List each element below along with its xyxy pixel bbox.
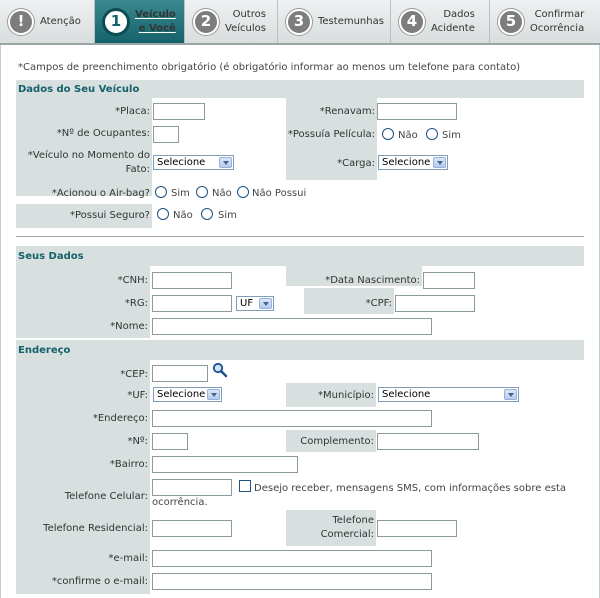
- uf-select-value: Selecione: [157, 389, 206, 400]
- section-divider: [16, 236, 584, 237]
- cep-label: *CEP:: [120, 369, 148, 380]
- tab-label: Atenção: [40, 15, 81, 27]
- address-section-header: [16, 340, 584, 360]
- tab-label: Outros Veículos: [225, 8, 266, 34]
- numero-label: *Nº:: [127, 436, 148, 447]
- cnh-input[interactable]: [152, 272, 232, 289]
- placa-input[interactable]: [153, 103, 205, 120]
- cpf-input[interactable]: [395, 295, 475, 312]
- step-1-icon: 1: [103, 9, 129, 35]
- endereco-label: *Endereço:: [92, 413, 148, 424]
- step-4-icon: 4: [399, 9, 425, 35]
- address-section-title: Endereço: [18, 345, 71, 356]
- tab-label: Veículo e Você: [135, 8, 176, 34]
- uf-select[interactable]: [153, 387, 222, 402]
- personal-section-header: [16, 246, 584, 266]
- step-5-icon: 5: [498, 9, 524, 35]
- step-2-icon: 2: [193, 9, 219, 35]
- cep-input[interactable]: [152, 365, 208, 382]
- step-tabs: [0, 0, 600, 45]
- sms-label: Desejo receber, mensagens SMS, com informações sobre esta ocorrência.: [152, 483, 566, 508]
- cnh-label: *CNH:: [117, 275, 148, 286]
- placa-label: *Placa:: [115, 106, 150, 117]
- comercial-label: Telefone Comercial:: [320, 515, 374, 540]
- celular-label: Telefone Celular:: [64, 491, 148, 502]
- cpf-label: *CPF:: [365, 298, 392, 309]
- pelicula-sim-radio[interactable]: [426, 128, 438, 140]
- tab-veiculo-e-voce[interactable]: [95, 0, 185, 43]
- pelicula-label: *Possuía Película:: [287, 129, 375, 140]
- vehicle-section-title: Dados do Seu Veículo: [18, 84, 140, 95]
- tab-label: Confirmar Ocorrência: [530, 8, 585, 34]
- rg-label: *RG:: [124, 298, 148, 309]
- step-3-icon: 3: [286, 9, 312, 35]
- chevron-down-icon: [219, 157, 232, 168]
- airbag-nao-possui-radio[interactable]: [237, 186, 249, 198]
- chevron-down-icon: [504, 389, 517, 400]
- alert-icon: !: [8, 9, 34, 35]
- numero-input[interactable]: [152, 433, 188, 450]
- endereco-input[interactable]: [152, 410, 432, 427]
- carga-select[interactable]: [378, 155, 448, 170]
- municipio-label: *Município:: [318, 390, 374, 401]
- renavam-input[interactable]: [377, 103, 457, 120]
- rg-input[interactable]: [152, 295, 232, 312]
- bairro-label: *Bairro:: [109, 459, 148, 470]
- personal-section-title: Seus Dados: [18, 251, 84, 262]
- seguro-sim-radio[interactable]: [201, 208, 213, 220]
- seguro-nao-radio[interactable]: [157, 208, 169, 220]
- momento-select-value: Selecione: [157, 157, 206, 168]
- confirm-email-label: *confirme o e-mail:: [51, 576, 148, 587]
- confirm-email-input[interactable]: [152, 573, 432, 590]
- seguro-label: *Possui Seguro?: [69, 210, 150, 221]
- airbag-nao-label: Não: [212, 188, 232, 199]
- airbag-nao-possui-label: Não Possui: [252, 188, 307, 199]
- ocupantes-input[interactable]: [153, 126, 179, 143]
- momento-label: *Veículo no Momento do Fato:: [27, 150, 150, 175]
- rg-uf-select-value: UF: [240, 298, 254, 309]
- tab-atencao[interactable]: [0, 0, 95, 43]
- pelicula-sim-label: Sim: [442, 130, 461, 141]
- renavam-label: *Renavam:: [319, 106, 375, 117]
- nome-label: *Nome:: [110, 321, 148, 332]
- residencial-input[interactable]: [152, 520, 232, 537]
- airbag-sim-radio[interactable]: [155, 186, 167, 198]
- seguro-nao-label: Não: [173, 210, 193, 221]
- carga-label: *Carga:: [337, 158, 375, 169]
- ocupantes-label: *Nº de Ocupantes:: [56, 128, 150, 139]
- complemento-input[interactable]: [377, 433, 479, 450]
- complemento-label: Complemento:: [300, 436, 374, 447]
- uf-label: *UF:: [127, 390, 148, 401]
- chevron-down-icon: [207, 389, 220, 400]
- email-label: *e-mail:: [108, 553, 148, 564]
- momento-select[interactable]: [153, 155, 234, 170]
- chevron-down-icon: [433, 157, 446, 168]
- tab-testemunhas[interactable]: [278, 0, 391, 43]
- bairro-input[interactable]: [152, 456, 298, 473]
- email-input[interactable]: [152, 550, 432, 567]
- required-note: *Campos de preenchimento obrigatório (é obrigatório informar ao menos um telefone para contato): [18, 62, 521, 73]
- search-icon[interactable]: [212, 362, 228, 378]
- airbag-label: *Acionou o Air-bag?: [51, 188, 150, 199]
- tab-dados-acidente[interactable]: [391, 0, 490, 43]
- rg-uf-select[interactable]: [236, 296, 274, 311]
- tab-confirmar-ocorrencia[interactable]: [490, 0, 600, 43]
- nascimento-input[interactable]: [423, 272, 475, 289]
- municipio-select-value: Selecione: [382, 389, 431, 400]
- residencial-label: Telefone Residencial:: [43, 523, 148, 534]
- comercial-input[interactable]: [377, 520, 457, 537]
- pelicula-nao-radio[interactable]: [382, 128, 394, 140]
- airbag-sim-label: Sim: [171, 188, 190, 199]
- tab-outros-veiculos[interactable]: [185, 0, 278, 43]
- tab-label: Testemunhas: [318, 15, 384, 27]
- nascimento-label: *Data Nascimento:: [325, 275, 420, 286]
- seguro-sim-label: Sim: [218, 210, 237, 221]
- chevron-down-icon: [259, 298, 272, 309]
- tab-label: Dados Acidente: [431, 8, 475, 34]
- airbag-nao-radio[interactable]: [196, 186, 208, 198]
- pelicula-nao-label: Não: [398, 130, 418, 141]
- carga-select-value: Selecione: [382, 157, 431, 168]
- municipio-select[interactable]: [378, 387, 519, 402]
- nome-input[interactable]: [152, 318, 432, 335]
